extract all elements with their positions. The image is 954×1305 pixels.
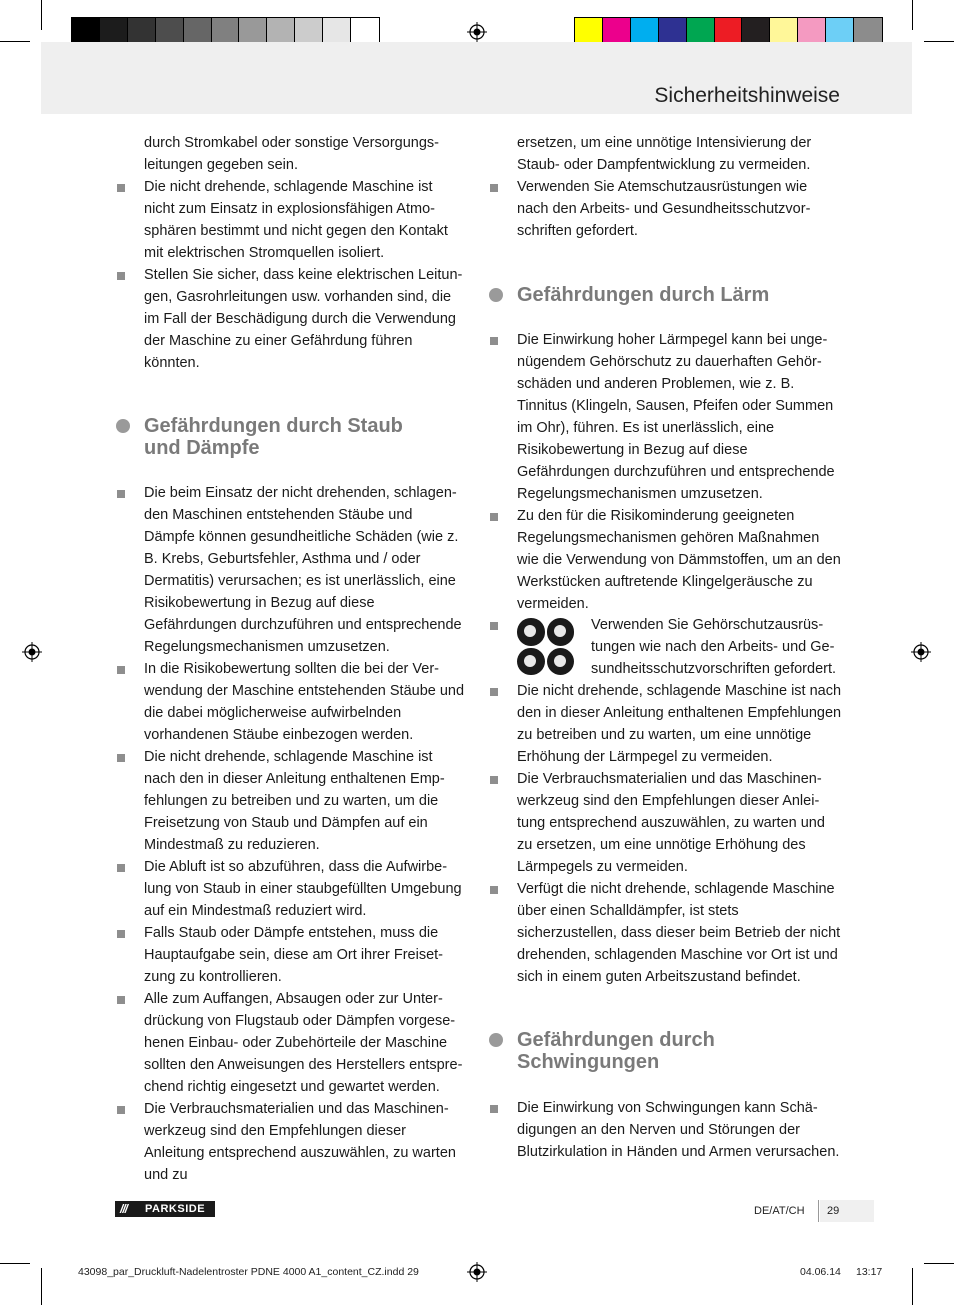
list-item: Zu den für die Risikominderung geeigneten Regelungsmechanismen gehören Maßnahmen wie die Verwendung von Dämmstoffen, um an den Werkstücken auftretende Klingelgeräusche zu vermeiden. (517, 505, 842, 615)
print-time: 13:17 (856, 1266, 883, 1278)
hearing-protection-icon (517, 618, 545, 646)
registration-mark-icon (911, 642, 931, 662)
gloves-icon (547, 648, 575, 676)
list-bullet-icon (490, 622, 498, 630)
list-item: Die Einwirkung von Schwingungen kann Schädigungen an den Nerven und Störungen der Blutzirkulation in Händen und Armen verursachen. (517, 1097, 842, 1163)
right-column-icon-item (591, 614, 842, 680)
list-item: Die Verbrauchsmaterialien und das Maschinenwerkzeug sind den Empfehlungen dieser Anleitung entsprechend auszuwählen, zu warten und zu (144, 1098, 466, 1186)
page-number: 29 (827, 1205, 840, 1217)
list-item: Verwenden Sie Atemschutzausrüstungen wie nach den Arbeits- und Gesundheitsschutzvorschriften gefordert. (517, 176, 842, 242)
crop-mark (0, 1263, 30, 1264)
divider (818, 1200, 819, 1222)
list-item: In die Risikobewertung sollten die bei der Verwendung der Maschine entstehenden Stäube und die dabei möglicherweise aufwirbelnden vorhandenen Stäube einbezogen werden. (144, 658, 466, 746)
list-item: Die nicht drehende, schlagende Maschine ist nach den in dieser Anleitung enthaltenen Empfehlungen zu betreiben und zu warten, um die Freisetzung von Staub und Dämpfen auf ein Mindestmaß zu reduzieren. (144, 746, 466, 856)
paragraph: durch Stromkabel oder sonstige Versorgungsleitungen gegeben sein. (144, 135, 440, 173)
right-column (517, 132, 842, 242)
right-column-noise-2 (517, 680, 842, 988)
list-item: Stellen Sie sicher, dass keine elektrischen Leitungen, Gasrohrleitungen usw. vorhanden sind, die im Fall der Beschädigung durch die Verwendung der Maschine zu einer Gefährdung führen könnten. (144, 264, 466, 374)
section-heading-dust: Gefährdungen durch Staub und Dämpfe (144, 415, 444, 459)
left-column (144, 132, 466, 374)
list-item: Die Abluft ist so abzuführen, dass die Aufwirbelung von Staub in einer staubgefüllten Umgebung auf ein Mindestmaß reduziert wird. (144, 856, 466, 922)
crop-mark (912, 0, 913, 30)
crop-mark (912, 1268, 913, 1305)
list-item: Verwenden Sie Gehörschutzausrüstungen wie nach den Arbeits- und Gesundheitsschutzvorschriften gefordert. (591, 617, 837, 677)
locale-label: DE/AT/CH (754, 1205, 805, 1217)
registration-mark-icon (22, 642, 42, 662)
crop-mark (41, 0, 42, 30)
heading-bullet-icon (489, 288, 503, 302)
crop-mark (924, 41, 954, 42)
eye-protection-icon (517, 648, 545, 676)
list-item: Die nicht drehende, schlagende Maschine ist nach den in dieser Anleitung enthaltenen Empfehlungen zu betreiben und zu warten, um eine unnötige Erhöhung der Lärmpegel zu vermeiden. (517, 680, 842, 768)
crop-mark (41, 1268, 42, 1305)
right-column-vibration (517, 1097, 842, 1163)
section-heading-vibration: Gefährdungen durch Schwingungen (517, 1029, 817, 1073)
page-title: Sicherheitshinweise (654, 84, 840, 107)
brand-logo: /// PARKSIDE (115, 1201, 215, 1217)
face-shield-icon (547, 618, 575, 646)
file-info: 43098_par_Druckluft-Nadelentroster PDNE 4000 A1_content_CZ.indd 29 (78, 1266, 419, 1278)
list-item: Die Verbrauchsmaterialien und das Maschinenwerkzeug sind den Empfehlungen dieser Anleitung entsprechend auszuwählen, zu warten und zu ersetzen, um eine unnötige Erhöhung des Lärmpegels zu vermeiden. (517, 768, 842, 878)
list-item: Die nicht drehende, schlagende Maschine ist nicht zum Einsatz in explosionsfähigen Atmosphären bestimmt und nicht gegen den Kontakt mit elektrischen Stromquellen isoliert. (144, 176, 466, 264)
list-item: Verfügt die nicht drehende, schlagende Maschine über einen Schalldämpfer, ist stets sicherzustellen, dass dieser beim Betrieb der nicht drehenden, schlagenden Maschine vor Ort ist und sich in einem guten Arbeitszustand befindet. (517, 878, 842, 988)
right-column-noise (517, 329, 842, 615)
safety-pictograms (517, 618, 574, 675)
list-item: Falls Staub oder Dämpfe entstehen, muss die Hauptaufgabe sein, diese am Ort ihrer Freisetzung zu kontrollieren. (144, 922, 466, 988)
crop-mark (0, 41, 30, 42)
list-item: Die Einwirkung hoher Lärmpegel kann bei ungenügendem Gehörschutz zu dauerhaften Gehörschäden und anderen Problemen, wie z. B. Tinnitus (Klingeln, Sausen, Pfeifen oder Summen im Ohr), führen. Es ist unerlässlich, eine Risikobewertung in Bezug auf diese Gefährdungen durchzuführen und entsprechende Regelungsmechanismen umzusetzen. (517, 329, 842, 505)
crop-mark (924, 1263, 954, 1264)
section-heading-noise: Gefährdungen durch Lärm (517, 284, 837, 306)
list-item: Die beim Einsatz der nicht drehenden, schlagenden Maschinen entstehenden Stäube und Dämpfe können gesundheitliche Schäden (wie z. B. Krebs, Geburtsfehler, Asthma und / oder Dermatitis) verursachen; es ist unerlässlich, eine Risikobewertung in Bezug auf diese Gefährdungen durchzuführen und entsprechende Regelungsmechanismen umzusetzen. (144, 482, 466, 658)
registration-mark-icon (467, 1262, 487, 1282)
left-column-dust (144, 482, 466, 1186)
heading-bullet-icon (116, 419, 130, 433)
print-date: 04.06.14 (800, 1266, 841, 1278)
list-item: Alle zum Auffangen, Absaugen oder zur Unterdrückung von Flugstaub oder Dämpfen vorgesehenen Einbau- oder Zubehörteile der Maschine sollten den Anweisungen des Herstellers entsprechend richtig eingesetzt und gewartet werden. (144, 988, 466, 1098)
paragraph: ersetzen, um eine unnötige Intensivierung der Staub- oder Dampfentwicklung zu vermeiden. (517, 135, 812, 173)
heading-bullet-icon (489, 1033, 503, 1047)
registration-mark-icon (467, 22, 487, 42)
